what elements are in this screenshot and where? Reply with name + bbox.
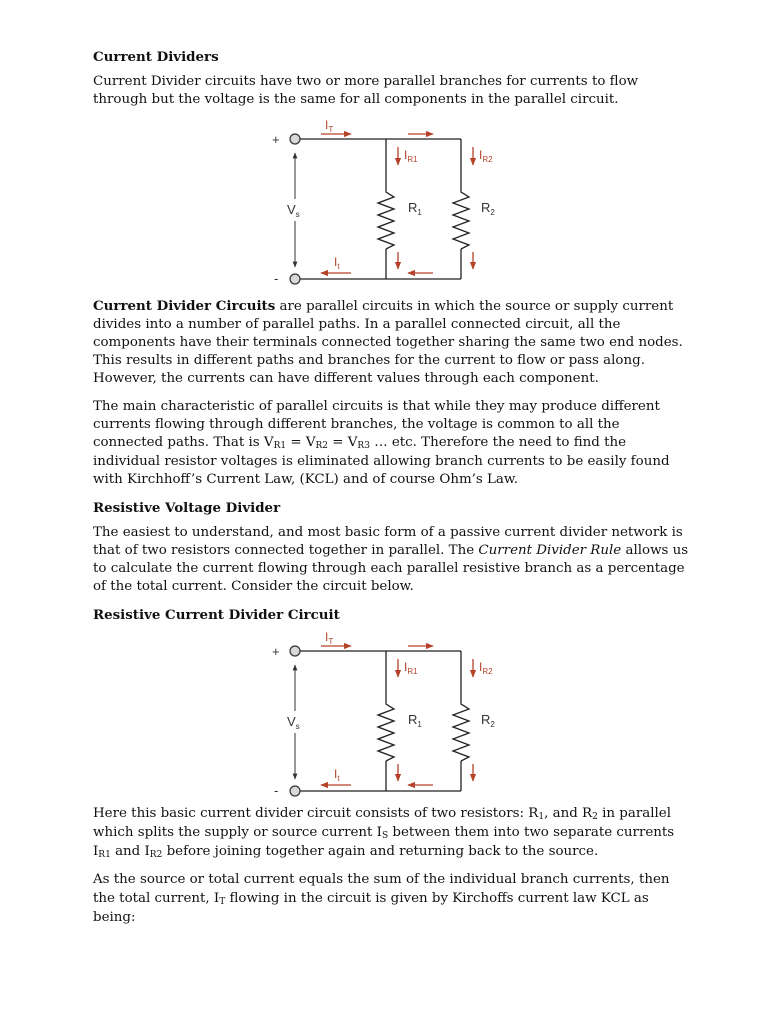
section-heading-resistive-current-divider-circuit: Resistive Current Divider Circuit <box>93 606 340 623</box>
subscript: R1 <box>98 850 111 861</box>
current-divider-circuit-diagram-2 <box>263 629 495 801</box>
bold-term: Current Divider Circuits <box>93 297 276 314</box>
subscript: R2 <box>315 441 329 452</box>
resistor-r1 <box>378 701 394 761</box>
positive-terminal <box>290 646 300 656</box>
circuit-wires <box>300 651 461 791</box>
section-heading-resistive-voltage-divider: Resistive Voltage Divider <box>93 499 281 516</box>
paragraph-basic-circuit: Here this basic current divider circuit consists of two resistors: R1, and R2 in parallel which splits the supply or source current IS between them into two separate currents IR1 and IR2 before joining together again and returning back to the source. <box>93 805 675 861</box>
resistor-r2 <box>453 189 469 249</box>
section-heading-current-dividers: Current Dividers <box>93 49 219 65</box>
negative-terminal <box>290 274 300 284</box>
current-divider-circuit-diagram-1 <box>263 117 495 289</box>
minus-sign: - <box>274 782 279 798</box>
subscript: T <box>219 896 226 907</box>
ir1-label: $I_{R1}$ <box>404 659 418 676</box>
vs-label: $V_s$ <box>287 713 300 731</box>
paragraph-current-divider-rule: The easiest to understand, and most basic form of a passive current divider network is that of two resistors connected together in parallel. The Current Divider Rule allows us to calculate the current flowing through each parallel resistive branch as a percentage of the total current. Consider the circuit below. <box>93 524 689 595</box>
subscript: 2 <box>592 811 598 822</box>
it-label: $I_T$ <box>325 629 334 646</box>
positive-terminal <box>290 134 300 144</box>
resistor-r1 <box>378 189 394 249</box>
minus-sign: - <box>274 270 279 286</box>
subscript: R3 <box>357 441 370 452</box>
return-current-label: $I_t$ <box>334 766 340 783</box>
subscript: 1 <box>538 811 545 822</box>
r1-label: $R_1$ <box>408 711 422 729</box>
document-page <box>93 48 693 936</box>
italic-term: Current Divider Rule <box>478 543 622 559</box>
ir2-label: $I_{R2}$ <box>479 659 493 676</box>
r2-label: $R_2$ <box>481 199 495 217</box>
plus-sign: + <box>272 643 280 659</box>
resistor-r2 <box>453 701 469 761</box>
return-current-label: $I_t$ <box>334 254 340 271</box>
ir1-label: $I_{R1}$ <box>404 147 418 164</box>
r2-label: $R_2$ <box>481 711 495 729</box>
vs-label: $V_s$ <box>287 201 300 219</box>
negative-terminal <box>290 786 300 796</box>
ir2-label: $I_{R2}$ <box>479 147 493 164</box>
subscript: S <box>381 831 389 842</box>
subscript: R2 <box>149 850 163 861</box>
r1-label: $R_1$ <box>408 199 422 217</box>
circuit-wires <box>300 139 461 279</box>
paragraph-current-divider-circuits: Current Divider Circuits are parallel circuits in which the source or supply current divides into a number of parallel paths. In a parallel connected circuit, all the components have their terminals connected together sharing the same two end nodes. This results in different paths and branches for the current to flow or pass along. However, the currents can have different values through each component. <box>93 297 683 387</box>
paragraph-main-characteristic: The main characteristic of parallel circuits is that while they may produce different currents flowing through different branches, the voltage is common to all the connected paths. That is VR1 = VR2 = VR3 … etc. Therefore the need to find the individual resistor voltages is eliminated allowing branch currents to be easily found with Kirchhoff’s Current Law, (KCL) and of course Ohm’s Law. <box>93 398 670 488</box>
paragraph-total-current: As the source or total current equals the sum of the individual branch currents, then the total current, IT flowing in the circuit is given by Kirchoffs current law KCL as being: <box>93 872 670 925</box>
plus-sign: + <box>272 131 280 147</box>
intro-paragraph: Current Divider circuits have two or more parallel branches for currents to flow through but the voltage is the same for all components in the parallel circuit. <box>93 74 639 108</box>
subscript: R1 <box>273 441 287 452</box>
it-label: $I_T$ <box>325 117 334 134</box>
